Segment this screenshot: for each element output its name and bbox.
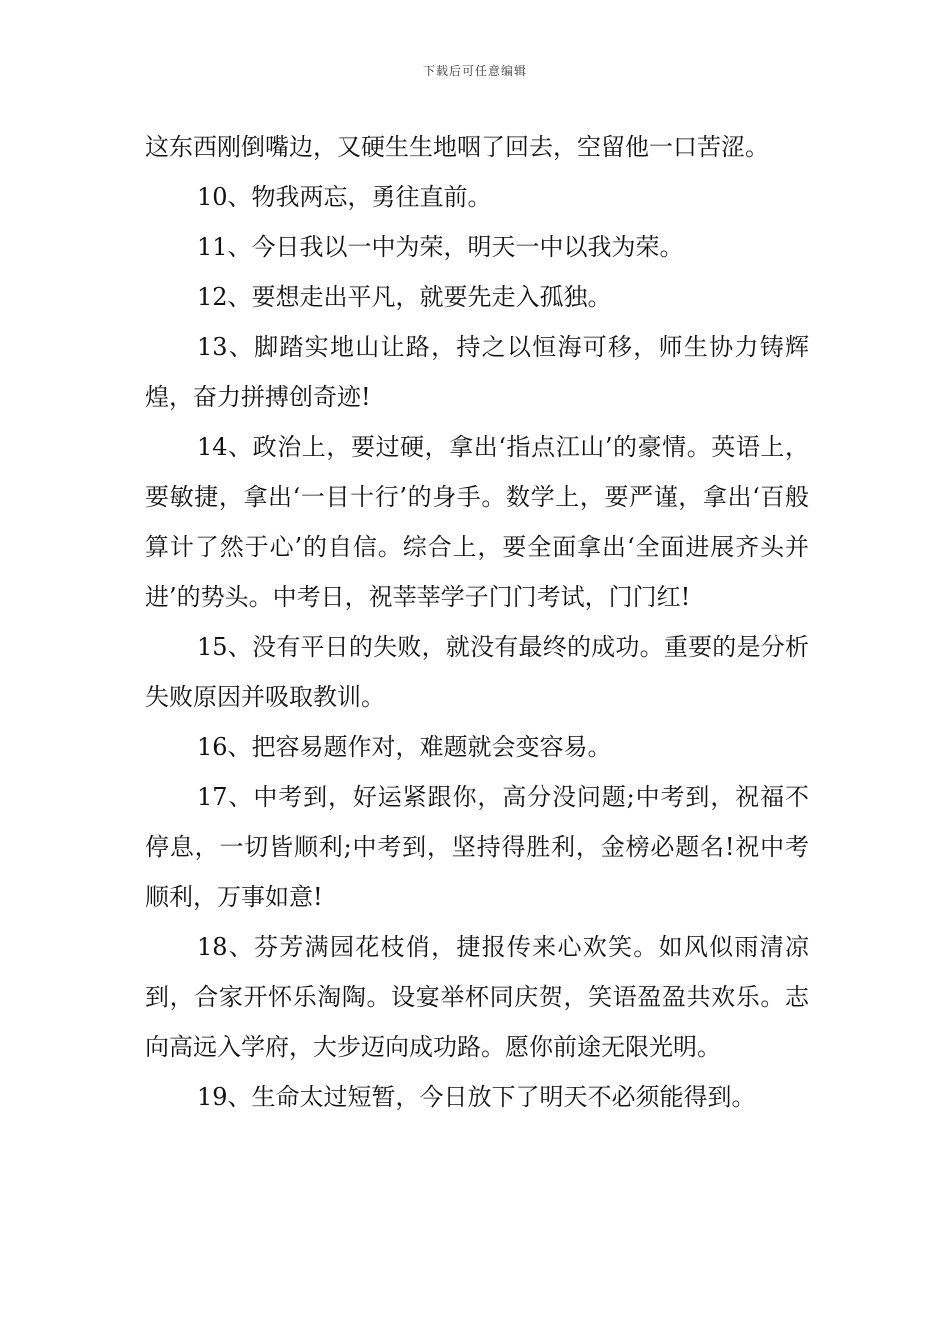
- document-body: [145, 122, 809, 1122]
- paragraph: 12、要想走出平凡，就要先走入孤独。: [197, 283, 612, 311]
- paragraph: 11、今日我以一中为荣，明天一中以我为荣。: [197, 233, 684, 261]
- paragraph: 17、中考到，好运紧跟你，高分没问题;中考到，祝福不停息，一切皆顺利;中考到，坚持得胜利，金榜必题名!祝中考顺利，万事如意!: [145, 783, 809, 911]
- paragraph: 10、物我两忘，勇往直前。: [197, 183, 492, 211]
- page-header: 下载后可任意编辑: [422, 64, 527, 78]
- paragraph: 这东西刚倒嘴边，又硬生生地咽了回去，空留他一口苦涩。: [145, 133, 769, 161]
- paragraph: 14、政治上，要过硬，拿出‘指点江山’的豪情。英语上，要敏捷，拿出‘一目十行’的身手。数学上，要严谨，拿出‘百般算计了然于心’的自信。综合上，要全面拿出‘全面进展齐头并进’的势头。中考日，祝莘莘学子门门考试，门门红!: [145, 433, 809, 611]
- paragraph: 13、脚踏实地山让路，持之以恒海可移，师生协力铸辉煌，奋力拼搏创奇迹!: [145, 333, 809, 411]
- paragraph: 19、生命太过短暂，今日放下了明天不必须能得到。: [197, 1083, 756, 1111]
- paragraph: 15、没有平日的失败，就没有最终的成功。重要的是分析失败原因并吸取教训。: [145, 633, 809, 711]
- paragraph: 16、把容易题作对，难题就会变容易。: [197, 733, 612, 761]
- paragraph: 18、芬芳满园花枝俏，捷报传来心欢笑。如风似雨清凉到，合家开怀乐淘陶。设宴举杯同庆贺，笑语盈盈共欢乐。志向高远入学府，大步迈向成功路。愿你前途无限光明。: [145, 933, 809, 1061]
